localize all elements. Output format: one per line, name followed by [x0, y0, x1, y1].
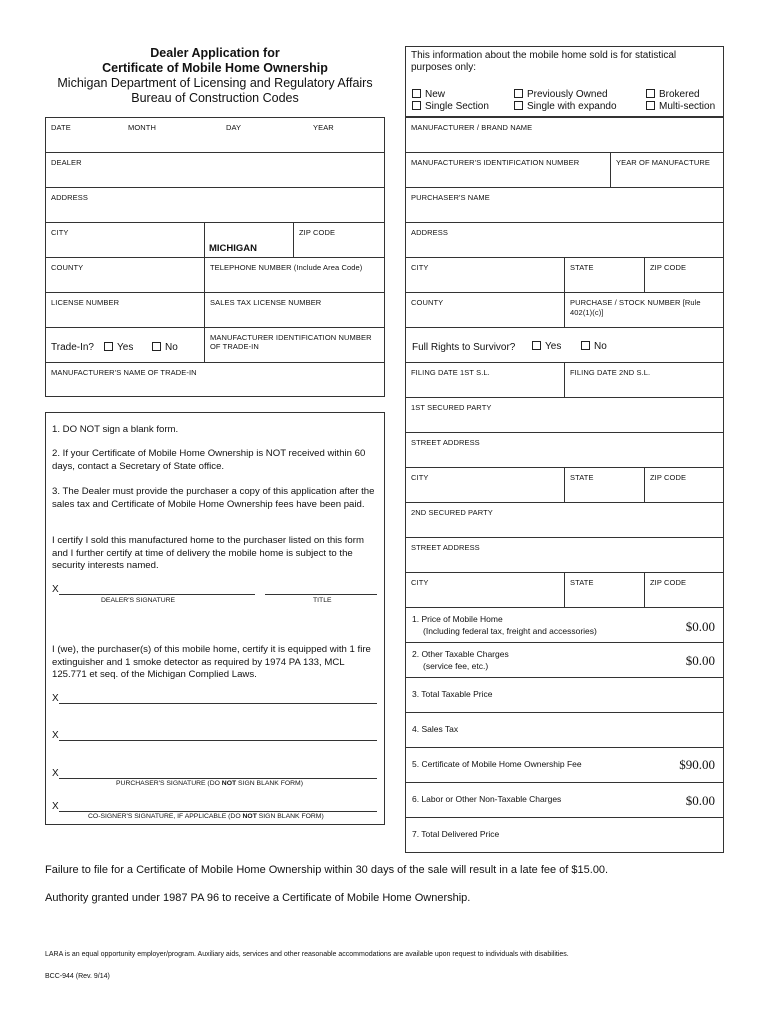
department-name: Michigan Department of Licensing and Regulatory Affairs [57, 76, 373, 90]
trade-in-yes[interactable] [104, 342, 133, 353]
dealer-title-line[interactable] [265, 594, 377, 595]
sp2-city-label: CITY [411, 578, 429, 587]
trade-in-mfr-name-label: MANUFACTURER'S NAME OF TRADE-IN [51, 368, 197, 377]
authority-notice: Authority granted under 1987 PA 96 to receive a Certificate of Mobile Home Ownership. [45, 892, 471, 904]
total-delivered-price-label: 7. Total Delivered Price [412, 829, 500, 839]
purchaser-city-label: CITY [411, 263, 429, 272]
cosigner-signature-x: X [52, 801, 59, 812]
purchaser-zip-label: ZIP CODE [650, 263, 687, 272]
trade-in-mfr-name-field[interactable] [45, 362, 385, 397]
filing-date-2-field[interactable] [564, 362, 724, 398]
license-label: LICENSE NUMBER [51, 298, 120, 307]
purchaser-zip-field[interactable] [644, 257, 724, 293]
trade-in-field [45, 327, 205, 363]
total-taxable-price-field[interactable] [405, 677, 724, 713]
mfr-id-field[interactable] [405, 152, 611, 188]
option-single-section[interactable] [412, 101, 489, 112]
sp1-state-label: STATE [570, 473, 594, 482]
sp2-zip-label: ZIP CODE [650, 578, 687, 587]
sp1-state-field[interactable] [564, 467, 645, 503]
other-taxable-charges-field[interactable] [405, 642, 724, 678]
trade-in-label: Trade-In? [51, 342, 94, 353]
sp2-city-field[interactable] [405, 572, 565, 608]
telephone-field[interactable] [204, 257, 385, 293]
purchaser-caption-part2: SIGN BLANK FORM) [236, 780, 303, 787]
trade-in-mfr-id-field[interactable] [204, 327, 385, 363]
city-label: CITY [51, 228, 69, 237]
mfr-brand-label: MANUFACTURER / BRAND NAME [411, 123, 533, 132]
dealer-signature-line[interactable] [59, 594, 255, 595]
survivor-yes-checkbox[interactable] [532, 341, 541, 350]
sp2-state-field[interactable] [564, 572, 645, 608]
dealer-signature-x: X [52, 584, 59, 595]
sp1-zip-label: ZIP CODE [650, 473, 687, 482]
dealer-label: DEALER [51, 158, 82, 167]
trade-in-no-label: No [165, 342, 178, 353]
sales-tax-amount-label: 4. Sales Tax [412, 724, 459, 734]
instruction-1: 1. DO NOT sign a blank form. [52, 424, 179, 435]
dealer-certification: I certify I sold this manufactured home to the purchaser listed on this form and I further certify at time of delivery the mobile home is subject to the security interests named. [52, 535, 364, 571]
purchaser-certification: I (we), the purchaser(s) of this mobile home, certify it is equipped with 1 fire extinguisher and 1 smoke detector as required by 1974 PA 133, MCL 125.771 et seq. of the Michigan Complied Laws. [52, 644, 371, 680]
survivor-field [405, 327, 724, 363]
price-mobile-home-value: $0.00 [685, 619, 715, 634]
filing-date-1-field[interactable] [405, 362, 565, 398]
purchaser-county-label: COUNTY [411, 298, 444, 307]
street-address-1-field[interactable] [405, 432, 724, 468]
total-taxable-price-label: 3. Total Taxable Price [412, 689, 493, 699]
survivor-yes[interactable] [532, 341, 561, 352]
lara-notice: LARA is an equal opportunity employer/program. Auxiliary aids, services and other reasonable accommodations are available upon request to individuals with disabilities. [45, 951, 569, 958]
dealer-title-caption: TITLE [313, 597, 332, 604]
brokered-checkbox[interactable] [646, 89, 655, 98]
purchaser-county-field[interactable] [405, 292, 565, 328]
sp1-city-field[interactable] [405, 467, 565, 503]
state-field [204, 222, 294, 258]
address-field[interactable] [45, 187, 385, 223]
street-address-2-field[interactable] [405, 537, 724, 573]
year-label: YEAR [313, 123, 334, 132]
survivor-no-checkbox[interactable] [581, 341, 590, 350]
trade-in-mfr-id-label: MANUFACTURER IDENTIFICATION NUMBER OF TRADE-IN [210, 333, 372, 351]
option-previously-owned-label: Previously Owned [527, 89, 608, 100]
ownership-fee-value: $90.00 [679, 757, 715, 772]
state-value: MICHIGAN [209, 243, 258, 254]
purchaser-signature-2-x: X [52, 730, 59, 741]
date-label: DATE [51, 123, 71, 132]
statistics-intro: This information about the mobile home sold is for statistical purposes only: [411, 50, 677, 73]
city-field[interactable] [45, 222, 205, 258]
option-brokered[interactable] [646, 89, 700, 100]
instruction-2: 2. If your Certificate of Mobile Home Ownership is NOT received within 60 days, contact a Secretary of State office. [52, 448, 366, 472]
option-multi-section-label: Multi-section [659, 101, 716, 112]
purchaser-signature-3-x: X [52, 768, 59, 779]
county-field[interactable] [45, 257, 205, 293]
secured-party-2-label: 2ND SECURED PARTY [411, 508, 493, 517]
cosigner-signature-line[interactable] [59, 811, 377, 812]
secured-party-1-label: 1ST SECURED PARTY [411, 403, 492, 412]
option-new[interactable] [412, 89, 445, 100]
purchaser-name-label: PURCHASER'S NAME [411, 193, 490, 202]
option-multi-section[interactable] [646, 101, 715, 112]
survivor-no-label: No [594, 341, 607, 352]
price-mobile-home-label: 1. Price of Mobile Home [412, 614, 503, 624]
zip-field[interactable] [293, 222, 385, 258]
year-mfr-label: YEAR OF MANUFACTURE [616, 158, 710, 167]
sales-tax-field[interactable] [204, 292, 385, 328]
telephone-label: TELEPHONE NUMBER (Include Area Code) [210, 263, 363, 272]
purchaser-city-field[interactable] [405, 257, 565, 293]
secured-party-1-field[interactable] [405, 397, 724, 433]
license-field[interactable] [45, 292, 205, 328]
trade-in-no-checkbox[interactable] [152, 342, 161, 351]
sp2-zip-field[interactable] [644, 572, 724, 608]
address-label: ADDRESS [51, 193, 88, 202]
price-mobile-home-field[interactable] [405, 607, 724, 643]
date-field[interactable] [45, 117, 385, 153]
single-section-checkbox[interactable] [412, 101, 421, 110]
cosigner-caption-part2: SIGN BLANK FORM) [256, 813, 324, 820]
sp1-city-label: CITY [411, 473, 429, 482]
stock-number-field[interactable] [564, 292, 724, 328]
other-taxable-charges-value: $0.00 [685, 653, 715, 668]
purchaser-signature-2-line[interactable] [59, 740, 377, 741]
price-mobile-home-sublabel: (Including federal tax, freight and accessories) [423, 626, 597, 636]
option-new-label: New [425, 89, 446, 100]
purchaser-state-field[interactable] [564, 257, 645, 293]
trade-in-no[interactable] [152, 342, 178, 353]
purchaser-signature-caption [116, 780, 303, 787]
cosigner-signature-caption [88, 813, 324, 820]
street-address-2-label: STREET ADDRESS [411, 543, 480, 552]
secured-party-2-field[interactable] [405, 502, 724, 538]
purchaser-signature-1-line[interactable] [59, 703, 377, 704]
trade-in-yes-checkbox[interactable] [104, 342, 113, 351]
survivor-yes-label: Yes [545, 341, 562, 352]
other-taxable-charges-sublabel: (service fee, etc.) [423, 661, 489, 671]
instruction-3: 3. The Dealer must provide the purchaser a copy of this application after the sales tax and Certificate of Mobile Home Ownership fees have been paid. [52, 486, 375, 510]
mfr-brand-field[interactable] [405, 117, 724, 153]
total-delivered-price-field[interactable] [405, 817, 724, 853]
form-title-line2: Certificate of Mobile Home Ownership [102, 61, 328, 75]
non-taxable-charges-label: 6. Labor or Other Non-Taxable Charges [412, 794, 562, 804]
purchaser-address-label: ADDRESS [411, 228, 448, 237]
sales-tax-amount-field[interactable] [405, 712, 724, 748]
form-number: BCC-944 (Rev. 9/14) [45, 973, 110, 980]
form-title-line1: Dealer Application for [150, 46, 280, 60]
ownership-fee-field[interactable] [405, 747, 724, 783]
multi-section-checkbox[interactable] [646, 101, 655, 110]
option-single-expando[interactable] [514, 101, 617, 112]
survivor-label: Full Rights to Survivor? [412, 342, 516, 353]
purchaser-state-label: STATE [570, 263, 594, 272]
purchaser-signature-3-line[interactable] [59, 778, 377, 779]
non-taxable-charges-field[interactable] [405, 782, 724, 818]
purchaser-caption-not: NOT [221, 780, 237, 787]
cosigner-caption-not: NOT [242, 813, 257, 820]
zip-label: ZIP CODE [299, 228, 336, 237]
mfr-id-label: MANUFACTURER'S IDENTIFICATION NUMBER [411, 158, 580, 167]
purchaser-caption-part1: PURCHASER'S SIGNATURE (DO [116, 780, 222, 787]
single-expando-checkbox[interactable] [514, 101, 523, 110]
purchaser-name-field[interactable] [405, 187, 724, 223]
statistics-box [405, 46, 724, 117]
other-taxable-charges-label: 2. Other Taxable Charges [412, 649, 509, 659]
trade-in-yes-label: Yes [117, 342, 134, 353]
sales-tax-label: SALES TAX LICENSE NUMBER [210, 298, 322, 307]
instructions-box [45, 412, 385, 825]
option-single-section-label: Single Section [425, 101, 489, 112]
form-header [45, 46, 385, 105]
filing-date-1-label: FILING DATE 1ST S.L. [411, 368, 490, 377]
stock-number-label: PURCHASE / STOCK NUMBER [Rule 402(1)(c)] [570, 298, 701, 317]
dealer-field[interactable] [45, 152, 385, 188]
street-address-1-label: STREET ADDRESS [411, 438, 480, 447]
previously-owned-checkbox[interactable] [514, 89, 523, 98]
sp2-state-label: STATE [570, 578, 594, 587]
month-label: MONTH [128, 123, 156, 132]
purchaser-signature-1-x: X [52, 693, 59, 704]
filing-date-2-label: FILING DATE 2ND S.L. [570, 368, 651, 377]
cosigner-caption-part1: CO-SIGNER'S SIGNATURE, IF APPLICABLE (DO [88, 813, 243, 820]
county-label: COUNTY [51, 263, 84, 272]
sp1-zip-field[interactable] [644, 467, 724, 503]
ownership-fee-label: 5. Certificate of Mobile Home Ownership Fee [412, 759, 582, 769]
bureau-name: Bureau of Construction Codes [131, 91, 299, 105]
year-mfr-field[interactable] [610, 152, 724, 188]
option-single-expando-label: Single with expando [527, 101, 617, 112]
dealer-signature-caption: DEALER'S SIGNATURE [101, 597, 176, 604]
day-label: DAY [226, 123, 242, 132]
option-previously-owned[interactable] [514, 89, 608, 100]
option-brokered-label: Brokered [659, 89, 700, 100]
non-taxable-charges-value: $0.00 [685, 793, 715, 808]
late-fee-notice: Failure to file for a Certificate of Mobile Home Ownership within 30 days of the sale will result in a late fee of $15.00. [45, 864, 609, 876]
new-checkbox[interactable] [412, 89, 421, 98]
purchaser-address-field[interactable] [405, 222, 724, 258]
survivor-no[interactable] [581, 341, 607, 352]
